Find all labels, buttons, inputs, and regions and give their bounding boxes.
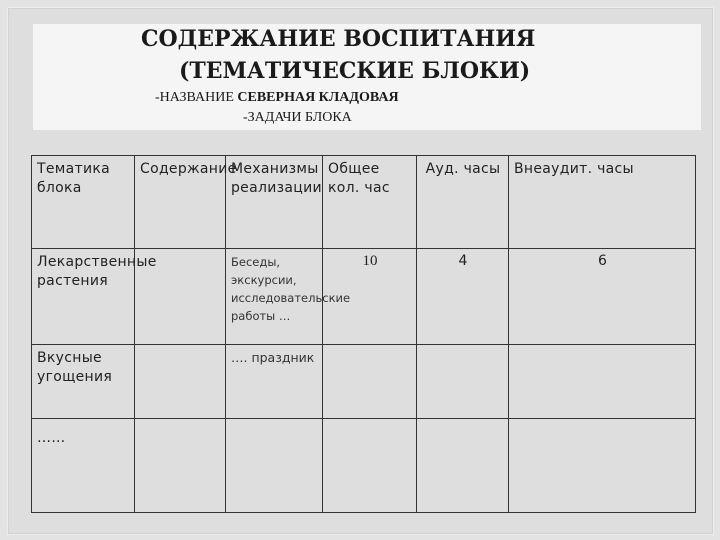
row-class-hours [417,345,509,419]
table-row [32,345,696,419]
row-theme: Вкусные угощения [32,345,135,419]
subtitle-block-tasks: -ЗАДАЧИ БЛОКА [243,110,352,125]
row-mechanisms [226,419,323,513]
row-total-hours [323,345,417,419]
header-content: Содержание [135,156,226,249]
table-header-row [32,156,696,249]
row-theme: …… [32,419,135,513]
row-mechanisms: Беседы, экскурсии, исследовательские работы … [226,249,323,345]
header-total-hours: Общее кол. час [323,156,417,249]
row-extra-hours [509,345,696,419]
subtitle-block-name [155,90,399,106]
row-class-hours: 4 [417,249,509,345]
subtitle-prefix: -НАЗВАНИЕ [155,90,238,105]
slide-title-line2: (ТЕМАТИЧЕСКИЕ БЛОКИ) [179,58,531,84]
slide-title-line1: СОДЕРЖАНИЕ ВОСПИТАНИЯ [141,26,536,52]
row-extra-hours: 6 [509,249,696,345]
row-mechanisms: …. праздник [226,345,323,419]
title-panel [33,24,701,130]
block-name: СЕВЕРНАЯ КЛАДОВАЯ [237,90,399,105]
row-content [135,419,226,513]
table-row [32,249,696,345]
row-theme: Лекарственные растения [32,249,135,345]
header-mechanisms: Механизмы реализации [226,156,323,249]
row-total-hours [323,419,417,513]
row-content [135,345,226,419]
row-extra-hours [509,419,696,513]
header-class-hours: Ауд. часы [417,156,509,249]
header-extra-hours: Внеаудит. часы [509,156,696,249]
thematic-blocks-table [31,155,696,513]
header-theme: Тематика блока [32,156,135,249]
row-class-hours [417,419,509,513]
table-row [32,419,696,513]
row-total-hours: 10 [323,249,417,345]
